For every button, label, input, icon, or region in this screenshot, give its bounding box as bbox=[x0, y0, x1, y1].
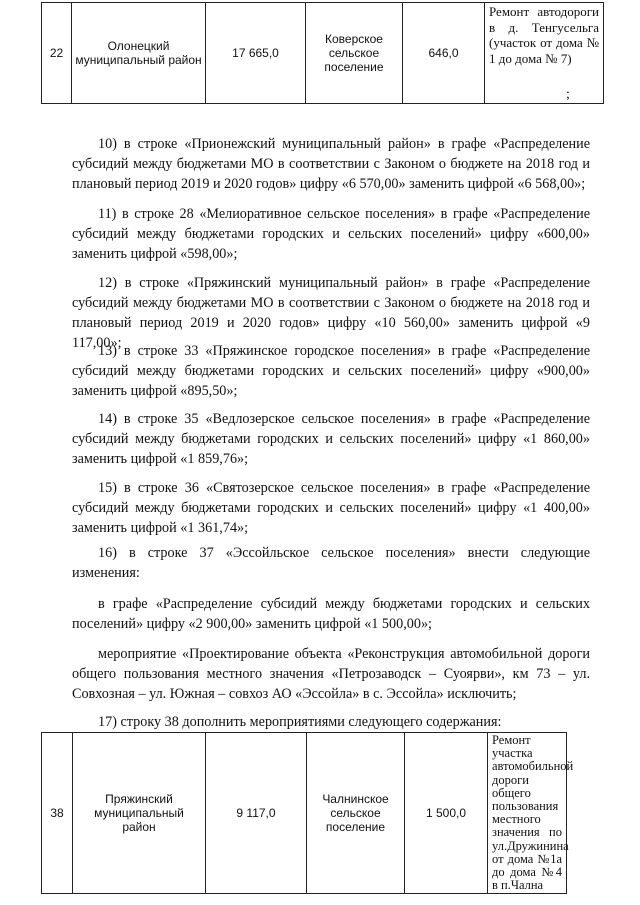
settlement-name: Коверское сельское поселение bbox=[306, 3, 403, 104]
paragraph-12: 12) в строке «Пряжинский муниципальный район» в графе «Распределение субсидий между бюджетами МО в соответствии с Законом о бюджете на 2018 год и плановый период 2019 и 2020 годов» цифру «10 560,00» заменить цифрой «9 117,00»; bbox=[72, 275, 590, 351]
district-name: Олонецкий муниципальный район bbox=[72, 3, 206, 104]
paragraph-11: 11) в строке 28 «Мелиоративное сельское поселения» в графе «Распределение субсидий между бюджетами городских и сельских поселений» цифру «600,00» заменить цифрой «598,00»; bbox=[72, 206, 590, 262]
table-row bbox=[42, 3, 604, 104]
paragraph-14: 14) в строке 35 «Ведлозерское сельское поселения» в графе «Распределение субсидий между бюджетами городских и сельских поселений» цифру «1 860,00» заменить цифрой «1 859,76»; bbox=[72, 411, 590, 467]
row-number: 22 bbox=[42, 3, 72, 104]
table-row bbox=[42, 733, 567, 894]
top-table bbox=[41, 2, 604, 104]
paragraph-16-event: мероприятие «Проектирование объекта «Реконструкция автомобильной дороги общего пользования местного значения «Петрозаводск – Суоярви», км 73 – ул. Совхозная – ул. Южная – совхоз АО «Эссойла» в с. Эссойла» исключить; bbox=[72, 646, 590, 702]
district-name: Пряжинский муниципальный район bbox=[73, 733, 206, 894]
sum-value: 1 500,0 bbox=[405, 733, 488, 894]
bottom-table bbox=[41, 732, 574, 894]
amount-value: 9 117,0 bbox=[206, 733, 307, 894]
trailing-semicolon: ; bbox=[566, 87, 570, 102]
work-description: Ремонт участка автомобильной дороги общего пользования местного значения по ул.Дружинина от дома №1а до дома №4 в п.Чална bbox=[488, 733, 567, 894]
paragraph-13: 13) в строке 33 «Пряжинское городское поселения» в графе «Распределение субсидий между бюджетами городских и сельских поселений» цифру «900,00» заменить цифрой «895,50»; bbox=[72, 343, 590, 399]
row-number: 38 bbox=[42, 733, 73, 894]
amount-value: 17 665,0 bbox=[206, 3, 306, 104]
paragraph-15: 15) в строке 36 «Святозерское сельское поселения» в графе «Распределение субсидий между бюджетами городских и сельских поселений» цифру «1 400,00» заменить цифрой «1 361,74»; bbox=[72, 480, 590, 536]
sum-value: 646,0 bbox=[403, 3, 485, 104]
paragraph-16-grafa: в графе «Распределение субсидий между бюджетами городских и сельских поселений» цифру «2 900,00» заменить цифрой «1 500,00»; bbox=[72, 596, 590, 632]
paragraph-17: 17) строку 38 дополнить мероприятиями следующего содержания: bbox=[98, 714, 502, 730]
paragraph-10: 10) в строке «Прионежский муниципальный район» в графе «Распределение субсидий между бюджетами МО в соответствии с Законом о бюджете на 2018 год и плановый период 2019 и 2020 годов» цифру «6 570,00» заменить цифрой «6 568,00»; bbox=[72, 136, 590, 192]
paragraph-16: 16) в строке 37 «Эссойльское сельское поселения» внести следующие изменения: bbox=[72, 545, 590, 581]
settlement-name: Чалнинское сельское поселение bbox=[307, 733, 405, 894]
work-description: Ремонт автодороги в д. Тенгусельга (участок от дома № 1 до дома № 7) bbox=[485, 3, 604, 104]
